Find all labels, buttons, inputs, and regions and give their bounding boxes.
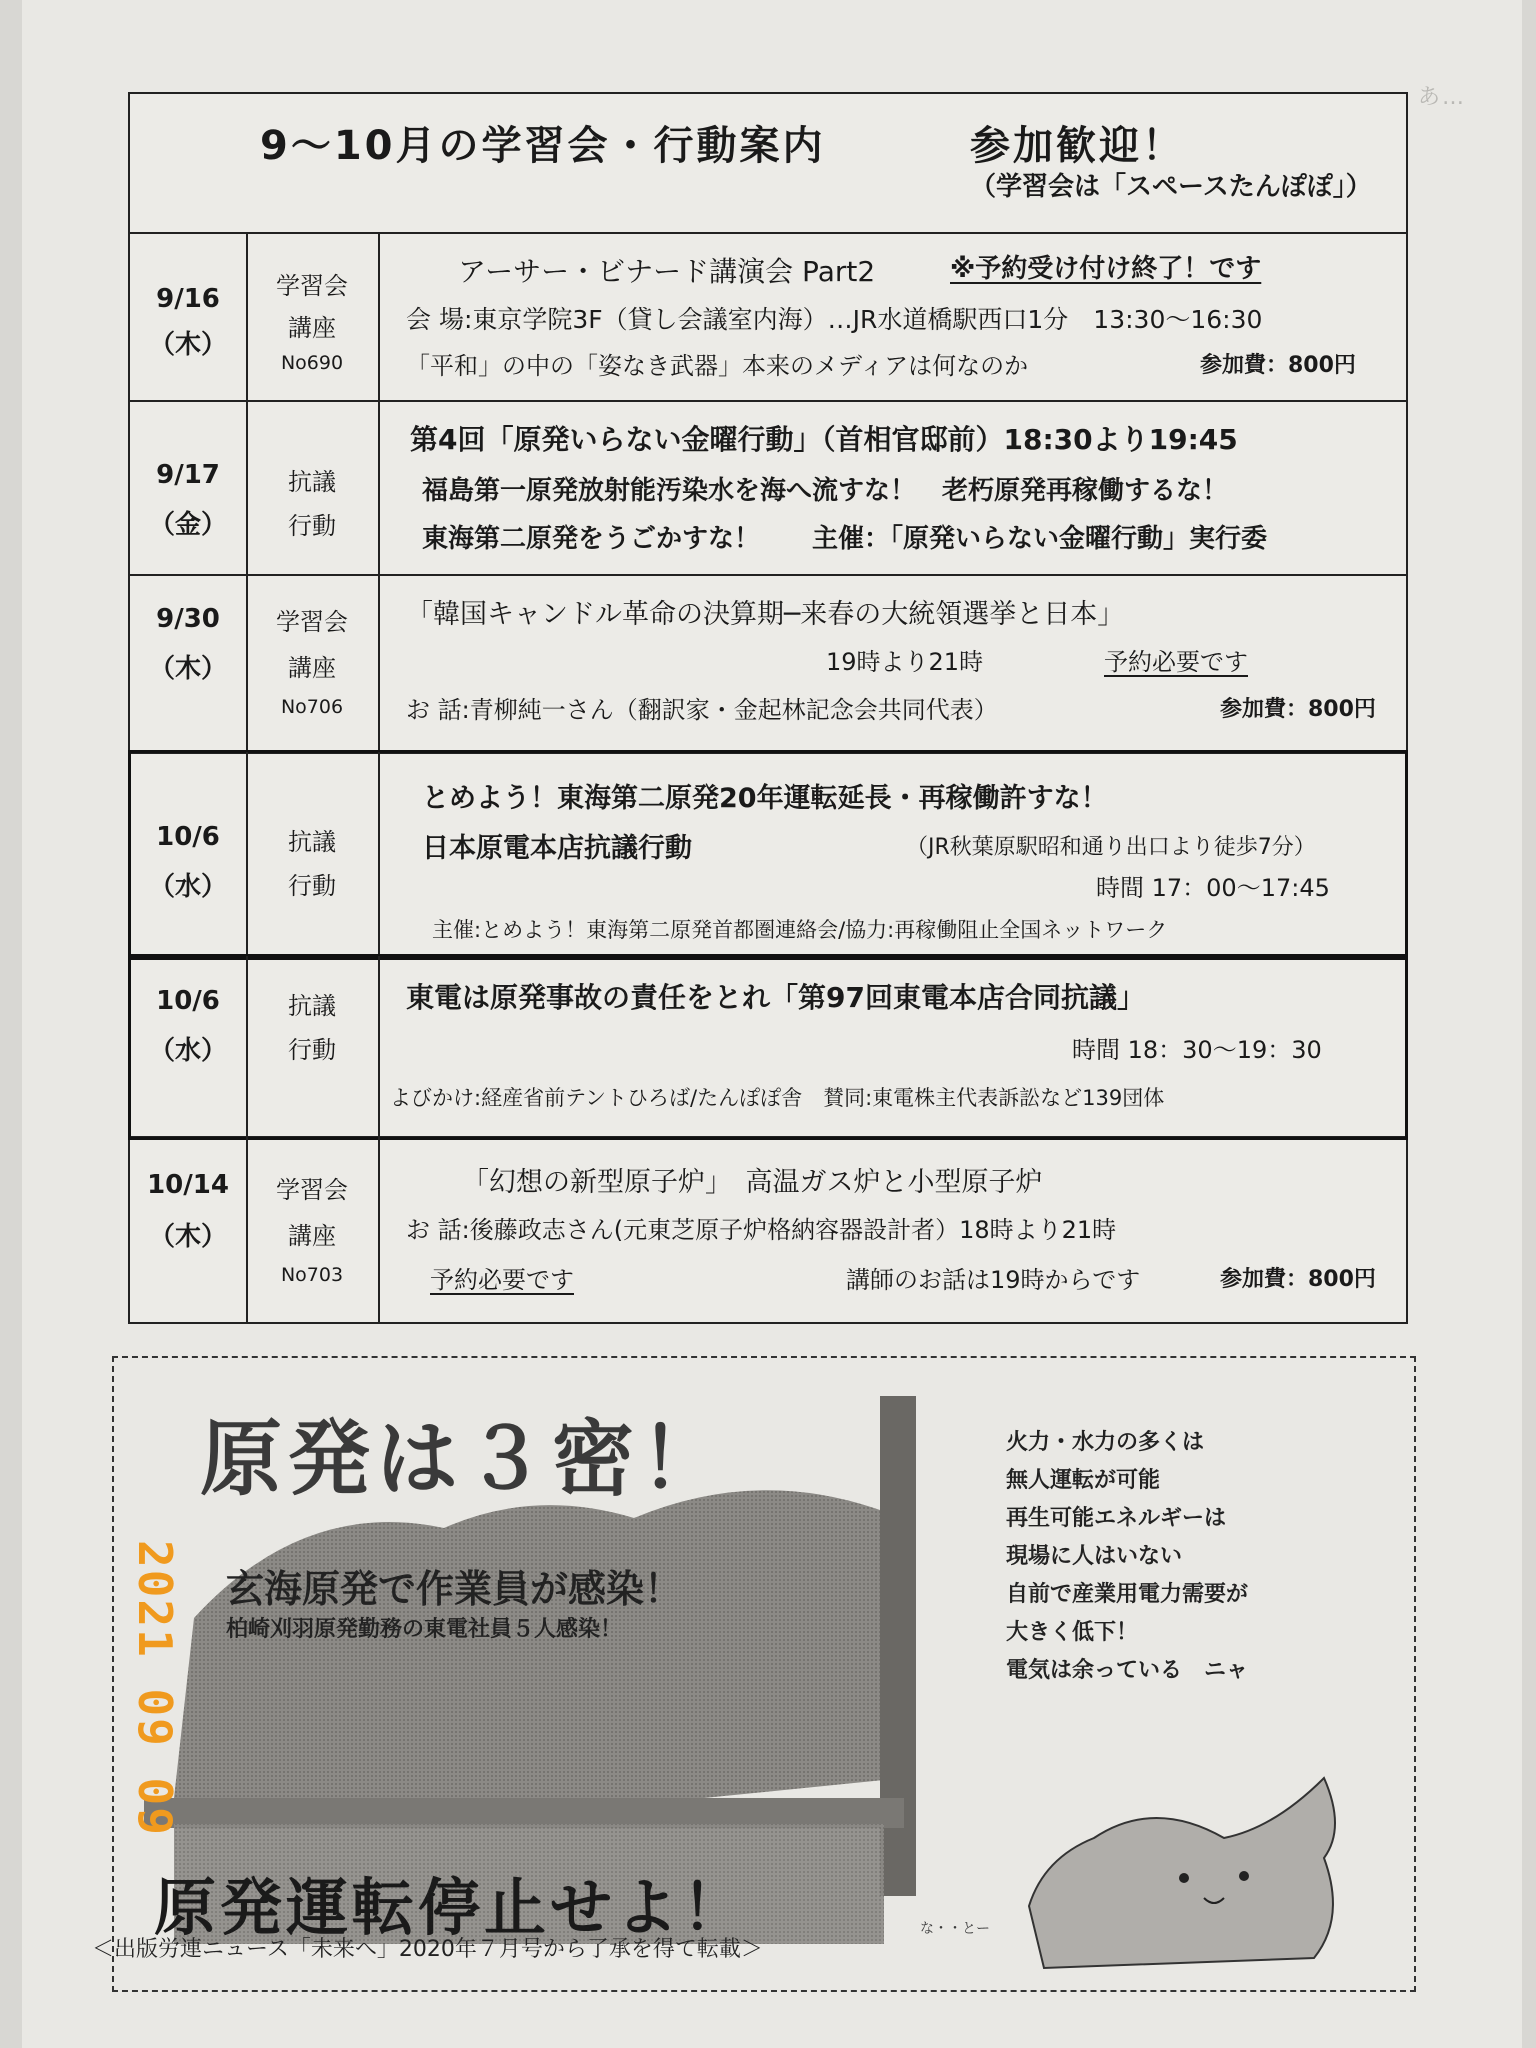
event-date: 10/14 — [147, 1170, 229, 1200]
poster-box — [112, 1356, 1416, 1992]
event-title: 第4回「原発いらない金曜行動」（首相官邸前）18:30より19:45 — [410, 423, 1238, 456]
event-type: 抗議 — [288, 992, 336, 1020]
welcome-text: 参加歓迎！ — [970, 123, 1185, 169]
event-title: とめよう！東海第二原発20年運転延長・再稼働許すな！ — [422, 783, 1108, 814]
event-row-0916 — [130, 232, 1406, 402]
event-date: 9/16 — [156, 284, 220, 314]
event-organizer: よびかけ:経産省前テントひろば/たんぽぽ舎 賛同:東電株主代表訴訟など139団体 — [390, 1086, 1165, 1110]
type-cell — [246, 232, 380, 400]
event-row-1006-b — [130, 956, 1406, 1138]
event-row-1014 — [130, 1136, 1406, 1322]
event-subtitle: 日本原電本店抗議行動 — [422, 833, 692, 864]
event-fee: 参加費：800円 — [1200, 353, 1356, 378]
event-time: 19時より21時 — [826, 648, 984, 676]
type-cell — [246, 1136, 380, 1322]
table-header — [130, 94, 1406, 234]
type-cell — [246, 400, 380, 574]
signature: ニャ — [1204, 1658, 1249, 1683]
event-row-0930 — [130, 574, 1406, 754]
reservation-note: 予約必要です — [430, 1266, 574, 1294]
event-type: 抗議 — [288, 828, 336, 856]
event-subtype: 行動 — [288, 872, 336, 900]
event-subtype: 講座 — [288, 1222, 336, 1250]
event-title: 「幻想の新型原子炉」 高温ガス炉と小型原子炉 — [462, 1167, 1043, 1198]
reservation-closed-note: ※予約受け付け終了！です — [950, 254, 1262, 284]
side-line: 自前で産業用電力需要が — [1006, 1582, 1249, 1607]
event-subtype: 講座 — [288, 654, 336, 682]
event-day: （水） — [148, 872, 227, 902]
event-title: 東電は原発事故の責任をとれ「第97回東電本店合同抗議」 — [406, 981, 1145, 1014]
schedule-table — [128, 92, 1408, 1324]
event-day: （木） — [148, 1222, 227, 1252]
event-fee: 参加費：800円 — [1220, 697, 1376, 722]
side-line: 大きく低下！ — [1006, 1620, 1139, 1645]
event-day: （水） — [148, 1036, 227, 1066]
event-title: 「韓国キャンドル革命の決算期─来春の大統領選挙と日本」 — [406, 599, 1125, 630]
event-slogan: 福島第一原発放射能汚染水を海へ流すな！ 老朽原発再稼働するな！ — [422, 476, 1229, 506]
event-type: 学習会 — [276, 608, 348, 636]
reprint-credit: ＜出版労連ニュース「未来へ」2020年７月号から了承を得て転載＞ — [92, 1937, 763, 1962]
date-cell — [130, 400, 248, 574]
side-line: 電気は余っている ニャ — [1006, 1658, 1249, 1683]
event-venue: 会 場:東京学院3F（貸し会議室内海）…JR水道橋駅西口1分 13:30～16:30 — [406, 305, 1263, 334]
event-date: 9/17 — [156, 460, 220, 490]
event-subtype: 講座 — [288, 314, 336, 342]
event-type: 学習会 — [276, 272, 348, 300]
event-number: No690 — [280, 352, 344, 374]
side-line: 無人運転が可能 — [1006, 1468, 1161, 1493]
event-speaker: お 話:後藤政志さん(元東芝原子炉格納容器設計者）18時より21時 — [406, 1216, 1117, 1244]
event-day: （金） — [148, 510, 227, 540]
event-day: （木） — [148, 330, 227, 360]
poster-bottom-slogan: 原発運転停止せよ！ — [154, 1871, 749, 1944]
side-line: 火力・水力の多くは — [1006, 1430, 1205, 1455]
poster-line2: 柏崎刈羽原発勤務の東電社員５人感染！ — [226, 1617, 623, 1642]
event-row-1006-a — [130, 752, 1406, 958]
event-subtype: 行動 — [288, 1036, 336, 1064]
event-organizer: 東海第二原発をうごかすな！ 主催：「原発いらない金曜行動」実行委 — [422, 524, 1268, 554]
event-fee: 参加費：800円 — [1220, 1267, 1376, 1292]
event-day: （木） — [148, 654, 227, 684]
date-cell — [130, 232, 248, 400]
poster-side-note — [1006, 1424, 1336, 1690]
event-subtype: 行動 — [288, 512, 336, 540]
event-title: アーサー・ビナード講演会 Part2 — [458, 255, 876, 288]
date-cell — [130, 752, 248, 956]
poster-artist: な・・とー — [920, 1921, 990, 1937]
event-date: 9/30 — [156, 604, 220, 634]
event-number: No703 — [280, 1264, 344, 1286]
venue-note: （学習会は「スペースたんぽぽ」） — [970, 172, 1372, 202]
side-line: 現場に人はいない — [1006, 1544, 1183, 1569]
type-cell — [246, 752, 380, 956]
date-cell — [130, 1136, 248, 1322]
event-number: No706 — [280, 696, 344, 718]
event-talk-time: 講師のお話は19時からです — [846, 1266, 1141, 1294]
event-date: 10/6 — [156, 986, 220, 1016]
date-cell — [130, 574, 248, 752]
date-cell — [130, 956, 248, 1136]
poster-headline: 原発は３密！ — [200, 1412, 729, 1507]
event-time: 時間 18：30～19：30 — [1072, 1036, 1322, 1064]
bleed-through-top: あ… — [1418, 85, 1467, 110]
page-title: 9～10月の学習会・行動案内 — [260, 123, 826, 169]
type-cell — [246, 574, 380, 752]
poster-line1: 玄海原発で作業員が感染！ — [226, 1567, 683, 1611]
date-stamp: 2021 09 09 — [128, 1540, 182, 1837]
event-access: （JR秋葉原駅昭和通り出口より徒歩7分） — [906, 835, 1316, 860]
event-type: 抗議 — [288, 468, 336, 496]
event-date: 10/6 — [156, 822, 220, 852]
event-speaker: お 話:青柳純一さん（翻訳家・金起林記念会共同代表） — [406, 696, 998, 724]
type-cell — [246, 956, 380, 1136]
reservation-note: 予約必要です — [1104, 648, 1248, 676]
side-line: 再生可能エネルギーは — [1006, 1506, 1227, 1531]
event-type: 学習会 — [276, 1176, 348, 1204]
event-row-0917 — [130, 400, 1406, 576]
event-time: 時間 17：00～17:45 — [1096, 874, 1330, 902]
event-organizer: 主催:とめよう！東海第二原発首都圏連絡会/協力:再稼働阻止全国ネットワーク — [432, 918, 1168, 942]
event-theme: 「平和」の中の「姿なき武器」本来のメディアは何なのか — [406, 352, 1029, 380]
